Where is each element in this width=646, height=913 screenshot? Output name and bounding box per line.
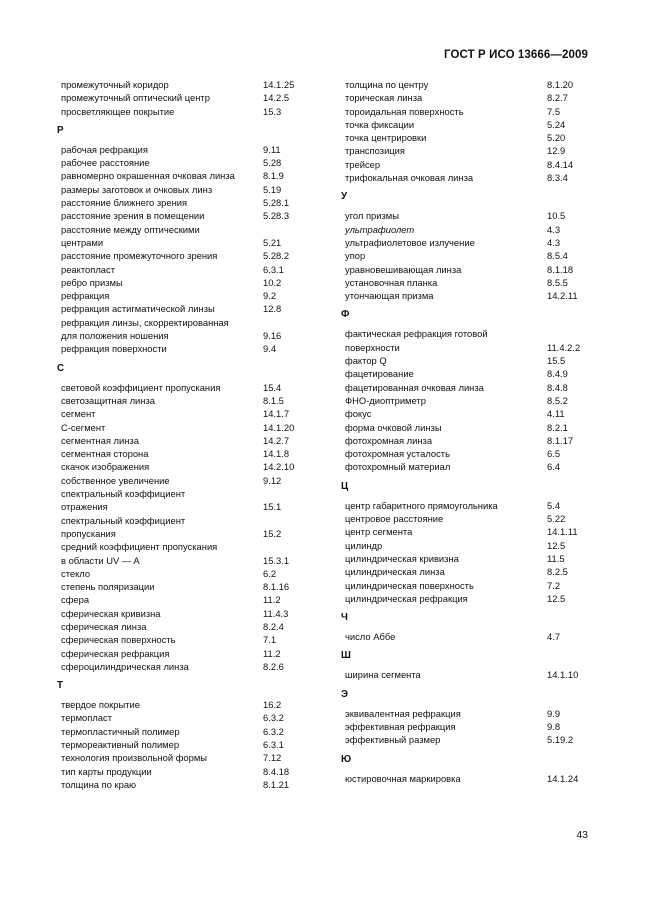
- index-term: установочная планка: [345, 276, 438, 288]
- index-entry: [341, 78, 603, 91]
- index-term: отражения: [61, 501, 108, 513]
- index-term: технология произвольной формы: [61, 752, 208, 764]
- index-entry: [341, 421, 603, 434]
- index-entry: [57, 381, 317, 394]
- index-term: центр сегмента: [345, 526, 413, 538]
- index-term: торическая линза: [345, 92, 423, 104]
- index-entry: [57, 302, 317, 315]
- index-entry: [57, 434, 317, 447]
- section-letter: Э: [341, 688, 348, 700]
- index-entry: [341, 158, 603, 171]
- index-term: ФНО-диоптриметр: [345, 394, 426, 406]
- index-term: сегментная сторона: [61, 448, 149, 460]
- index-reference: 8.4.9: [547, 368, 568, 380]
- index-reference: 4.3: [547, 223, 561, 235]
- index-reference: 8.5.4: [547, 250, 568, 262]
- index-entry: [57, 660, 317, 673]
- index-reference: 10.2: [263, 276, 282, 288]
- index-term: ширина сегмента: [345, 669, 421, 681]
- index-term: С-сегмент: [61, 421, 106, 433]
- index-term: реактопласт: [61, 263, 115, 275]
- index-term: в области UV — A: [61, 554, 140, 566]
- index-entry: [341, 525, 603, 538]
- index-term: равномерно окрашенная очковая линза: [61, 170, 235, 182]
- index-reference: 9.8: [547, 720, 561, 732]
- index-reference: 8.2.4: [263, 620, 284, 632]
- index-reference: 14.2.7: [263, 434, 290, 446]
- index-term: центровое расстояние: [345, 513, 444, 525]
- index-reference: 16.2: [263, 699, 282, 711]
- index-reference: 12.8: [263, 303, 282, 315]
- index-entry: [341, 327, 603, 340]
- index-term: расстояние ближнего зрения: [61, 197, 188, 209]
- index-term: фокус: [345, 408, 372, 420]
- index-term: центр габаритного прямоугольника: [345, 499, 498, 511]
- index-reference: 5.28.2: [263, 250, 290, 262]
- index-term: юстировочная маркировка: [345, 772, 461, 784]
- index-reference: 9.12: [263, 474, 282, 486]
- index-reference: 11.2: [263, 647, 281, 659]
- index-reference: 7.12: [263, 752, 282, 764]
- index-term: расстояние зрения в помещении: [61, 210, 205, 222]
- index-entry: [57, 342, 317, 355]
- index-reference: 4.7: [547, 631, 561, 643]
- index-reference: 14.1.25: [263, 79, 295, 90]
- index-reference: 10.5: [547, 210, 566, 222]
- section-letter: У: [341, 191, 348, 203]
- section-letter: С: [57, 362, 65, 374]
- index-entry: [341, 565, 603, 578]
- index-reference: 5.22: [547, 513, 566, 525]
- index-term: эффективная рефракция: [345, 720, 456, 732]
- index-entry: [57, 765, 317, 778]
- index-entry: [341, 499, 603, 512]
- index-entry: [341, 276, 603, 289]
- index-entry: [341, 209, 603, 222]
- index-reference: 8.2.7: [547, 92, 568, 104]
- index-reference: 14.1.10: [547, 669, 579, 681]
- index-term: термопласт: [61, 712, 113, 724]
- index-reference: 6.3.2: [263, 725, 284, 737]
- index-term: расстояние между оптическими: [61, 223, 200, 235]
- index-entry: [341, 171, 603, 184]
- index-term: сферическая рефракция: [61, 647, 170, 659]
- index-term: спектральный коэффициент: [61, 488, 186, 500]
- index-reference: 5.24: [547, 118, 566, 130]
- index-term: светозащитная линза: [61, 394, 155, 406]
- index-entry: [57, 143, 317, 156]
- index-reference: 8.4.14: [547, 158, 574, 170]
- index-reference: 14.2.10: [263, 461, 295, 473]
- index-term: цилиндрическая рефракция: [345, 592, 468, 604]
- index-entry: [341, 289, 603, 302]
- index-column-right: [341, 78, 603, 785]
- index-reference: 8.2.1: [547, 421, 568, 433]
- index-reference: 14.1.8: [263, 448, 290, 460]
- index-entry: [341, 91, 603, 104]
- index-entry: [57, 487, 317, 500]
- index-reference: 8.1.18: [547, 263, 574, 275]
- index-term: световой коэффициент пропускания: [61, 381, 221, 393]
- index-term: рабочее расстояние: [61, 157, 150, 169]
- index-reference: 7.2: [547, 579, 561, 591]
- index-term: фацетированная очковая линза: [345, 381, 484, 393]
- index-entry: [341, 579, 603, 592]
- index-entry: [341, 367, 603, 380]
- index-entry: [341, 407, 603, 420]
- index-reference: 12.5: [547, 539, 566, 551]
- index-term: фацетирование: [345, 368, 414, 380]
- index-reference: 9.4: [263, 343, 277, 355]
- index-entry: [341, 630, 603, 643]
- index-term: сферическая кривизна: [61, 607, 161, 619]
- index-entry: [341, 105, 603, 118]
- index-reference: 14.1.20: [263, 421, 295, 433]
- index-entry: [341, 720, 603, 733]
- index-reference: 9.9: [547, 707, 561, 719]
- index-term: утончающая призма: [345, 290, 434, 302]
- index-entry: [57, 620, 317, 633]
- index-reference: 6.3.1: [263, 739, 284, 751]
- index-entry: [57, 209, 317, 222]
- index-reference: 5.28.3: [263, 210, 290, 222]
- index-entry: [341, 460, 603, 473]
- index-reference: 12.5: [547, 592, 566, 604]
- index-entry: [341, 118, 603, 131]
- index-term: термореактивный полимер: [61, 739, 180, 751]
- index-entry: [341, 539, 603, 552]
- index-reference: 8.1.17: [547, 434, 574, 446]
- index-term: стекло: [61, 567, 91, 579]
- index-entry: [341, 552, 603, 565]
- index-term: центрами: [61, 236, 104, 248]
- index-reference: 15.4: [263, 381, 282, 393]
- index-reference: 5.28.1: [263, 197, 290, 209]
- index-reference: 9.2: [263, 290, 277, 302]
- document-header: ГОСТ Р ИСО 13666—2009: [443, 49, 588, 61]
- index-term: эквивалентная рефракция: [345, 707, 461, 719]
- index-reference: 8.1.21: [263, 778, 290, 790]
- index-entry: [57, 196, 317, 209]
- index-term: цилиндрическая линза: [345, 566, 445, 578]
- index-term: транспозиция: [345, 145, 405, 157]
- index-reference: 5.4: [547, 499, 561, 511]
- index-reference: 8.5.5: [547, 276, 568, 288]
- index-reference: 15.3.1: [263, 554, 290, 566]
- index-entry: [57, 778, 317, 791]
- index-reference: 8.1.16: [263, 581, 290, 593]
- index-entry: [57, 647, 317, 660]
- index-reference: 4.3: [547, 236, 561, 248]
- index-reference: 8.1.20: [547, 79, 574, 90]
- index-entry: [57, 249, 317, 262]
- index-term: пропускания: [61, 527, 116, 539]
- index-term: сфероцилиндрическая линза: [61, 660, 189, 672]
- index-entry: [341, 249, 603, 262]
- section-letter: Т: [57, 680, 63, 692]
- index-entry: [341, 707, 603, 720]
- index-reference: 8.5.2: [547, 394, 568, 406]
- index-term: угол призмы: [345, 210, 399, 222]
- index-term: тороидальная поверхность: [345, 105, 464, 117]
- index-entry: [57, 593, 317, 606]
- index-entry: [57, 407, 317, 420]
- index-reference: 5.19.2: [547, 734, 574, 746]
- index-entry: [341, 341, 603, 354]
- index-reference: 5.21: [263, 236, 282, 248]
- index-entry: [57, 540, 317, 553]
- index-reference: 11.4.2.2: [547, 341, 581, 353]
- index-term: средний коэффициент пропускания: [61, 541, 218, 553]
- index-reference: 6.5: [547, 448, 561, 460]
- index-term: поверхности: [345, 341, 400, 353]
- index-term: сфера: [61, 594, 90, 606]
- index-reference: 8.1.9: [263, 170, 284, 182]
- index-entry: [57, 554, 317, 567]
- index-entry: [57, 105, 317, 118]
- section-letter: Ч: [341, 612, 348, 624]
- index-entry: [57, 223, 317, 236]
- index-term: спектральный коэффициент: [61, 514, 186, 526]
- index-term: степень поляризации: [61, 581, 155, 593]
- index-entry: [57, 91, 317, 104]
- index-entry: [57, 527, 317, 540]
- index-entry: [57, 725, 317, 738]
- index-entry: [341, 733, 603, 746]
- index-entry: [57, 236, 317, 249]
- index-entry: [57, 698, 317, 711]
- index-term: трифокальная очковая линза: [345, 172, 474, 184]
- section-letter: Ю: [341, 753, 352, 765]
- index-term: фактическая рефракция готовой: [345, 328, 488, 340]
- index-entry: [57, 500, 317, 513]
- index-term: эффективный размер: [345, 734, 441, 746]
- index-entry: [341, 447, 603, 460]
- section-letter: Р: [57, 124, 64, 136]
- index-entry: [57, 514, 317, 527]
- index-term: точка центрировки: [345, 132, 427, 144]
- index-term: сегментная линза: [61, 434, 139, 446]
- index-term: промежуточный коридор: [61, 79, 169, 90]
- index-term: сферическая поверхность: [61, 634, 176, 646]
- index-term: скачок изображения: [61, 461, 150, 473]
- index-term: форма очковой линзы: [345, 421, 442, 433]
- index-reference: 14.2.5: [263, 92, 290, 104]
- index-entry: [57, 711, 317, 724]
- index-entry: [57, 394, 317, 407]
- index-entry: [341, 381, 603, 394]
- index-entry: [341, 434, 603, 447]
- index-term: термопластичный полимер: [61, 725, 180, 737]
- index-reference: 6.2: [263, 567, 277, 579]
- index-term: цилиндр: [345, 539, 383, 551]
- index-term: толщина по краю: [61, 778, 137, 790]
- index-entry: [341, 354, 603, 367]
- index-term: ребро призмы: [61, 276, 123, 288]
- index-term: фотохромная усталость: [345, 448, 450, 460]
- index-entry: [341, 772, 603, 785]
- index-term: расстояние промежуточного зрения: [61, 250, 218, 262]
- index-reference: 14.1.11: [547, 526, 578, 538]
- page-number: 43: [576, 829, 588, 841]
- index-term: сегмент: [61, 408, 96, 420]
- index-term: фактор Q: [345, 355, 387, 367]
- index-reference: 9.11: [263, 143, 281, 155]
- index-entry: [341, 263, 603, 276]
- index-entry: [57, 567, 317, 580]
- index-term: размеры заготовок и очковых линз: [61, 183, 213, 195]
- index-entry: [341, 223, 603, 236]
- index-entry: [57, 156, 317, 169]
- index-term: цилиндрическая кривизна: [345, 552, 459, 564]
- index-reference: 15.5: [547, 355, 566, 367]
- index-term: трейсер: [345, 158, 381, 170]
- index-term: ультрафиолет: [345, 223, 415, 235]
- index-term: промежуточный оптический центр: [61, 92, 210, 104]
- index-entry: [57, 751, 317, 764]
- index-entry: [341, 394, 603, 407]
- index-reference: 12.9: [547, 145, 566, 157]
- index-term: просветляющее покрытие: [61, 105, 175, 117]
- index-column-left: [57, 78, 317, 791]
- index-reference: 7.5: [547, 105, 561, 117]
- index-term: рефракция линзы, скорректированная: [61, 316, 229, 328]
- index-reference: 6.4: [547, 461, 561, 473]
- index-entry: [341, 668, 603, 681]
- index-reference: 14.1.24: [547, 772, 579, 784]
- index-reference: 8.4.8: [547, 381, 568, 393]
- index-term: сферическая линза: [61, 620, 147, 632]
- index-reference: 15.3: [263, 105, 282, 117]
- index-entry: [341, 144, 603, 157]
- index-term: тип карты продукции: [61, 765, 152, 777]
- index-reference: 15.2: [263, 527, 282, 539]
- index-reference: 11.4.3: [263, 607, 289, 619]
- index-reference: 5.28: [263, 157, 282, 169]
- index-entry: [57, 580, 317, 593]
- index-term: упор: [345, 250, 366, 262]
- index-entry: [57, 316, 317, 329]
- index-reference: 15.1: [263, 501, 282, 513]
- index-term: число Аббе: [345, 631, 396, 643]
- index-reference: 4.11: [547, 408, 565, 420]
- index-term: рабочая рефракция: [61, 143, 148, 155]
- index-reference: 8.2.5: [547, 566, 568, 578]
- index-entry: [57, 276, 317, 289]
- index-reference: 6.3.1: [263, 263, 284, 275]
- index-entry: [57, 183, 317, 196]
- index-term: цилиндрическая поверхность: [345, 579, 474, 591]
- index-reference: 14.1.7: [263, 408, 290, 420]
- index-reference: 5.20: [547, 132, 566, 144]
- index-entry: [57, 421, 317, 434]
- index-term: фотохромная линза: [345, 434, 433, 446]
- index-entry: [57, 169, 317, 182]
- index-term: толщина по центру: [345, 79, 429, 90]
- index-entry: [57, 474, 317, 487]
- index-term: твердое покрытие: [61, 699, 140, 711]
- section-letter: Ф: [341, 309, 350, 321]
- section-letter: Ш: [341, 650, 351, 662]
- index-reference: 6.3.2: [263, 712, 284, 724]
- index-reference: 9.16: [263, 330, 282, 342]
- index-term: уравновешивающая линза: [345, 263, 462, 275]
- index-entry: [57, 289, 317, 302]
- index-term: ультрафиолетовое излучение: [345, 236, 475, 248]
- index-reference: 8.1.5: [263, 394, 284, 406]
- index-reference: 11.2: [263, 594, 281, 606]
- index-entry: [57, 738, 317, 751]
- index-entry: [57, 447, 317, 460]
- index-reference: 7.1: [263, 634, 277, 646]
- index-term: точка фиксации: [345, 118, 415, 130]
- index-reference: 11.5: [547, 552, 565, 564]
- index-term: собственное увеличение: [61, 474, 170, 486]
- index-entry: [57, 460, 317, 473]
- section-letter: Ц: [341, 480, 349, 492]
- index-reference: 14.2.11: [547, 290, 578, 302]
- index-reference: 8.4.18: [263, 765, 290, 777]
- index-reference: 5.19: [263, 183, 282, 195]
- index-entry: [57, 263, 317, 276]
- index-entry: [57, 633, 317, 646]
- index-reference: 8.2.6: [263, 660, 284, 672]
- index-term: рефракция астигматической линзы: [61, 303, 215, 315]
- index-entry: [341, 131, 603, 144]
- index-entry: [57, 78, 317, 91]
- index-term: рефракция: [61, 290, 110, 302]
- index-entry: [57, 607, 317, 620]
- index-entry: [341, 236, 603, 249]
- index-entry: [341, 512, 603, 525]
- index-term: для положения ношения: [61, 330, 169, 342]
- index-term: фотохромный материал: [345, 461, 451, 473]
- index-entry: [57, 329, 317, 342]
- index-reference: 8.3.4: [547, 172, 568, 184]
- index-entry: [341, 592, 603, 605]
- index-term: рефракция поверхности: [61, 343, 167, 355]
